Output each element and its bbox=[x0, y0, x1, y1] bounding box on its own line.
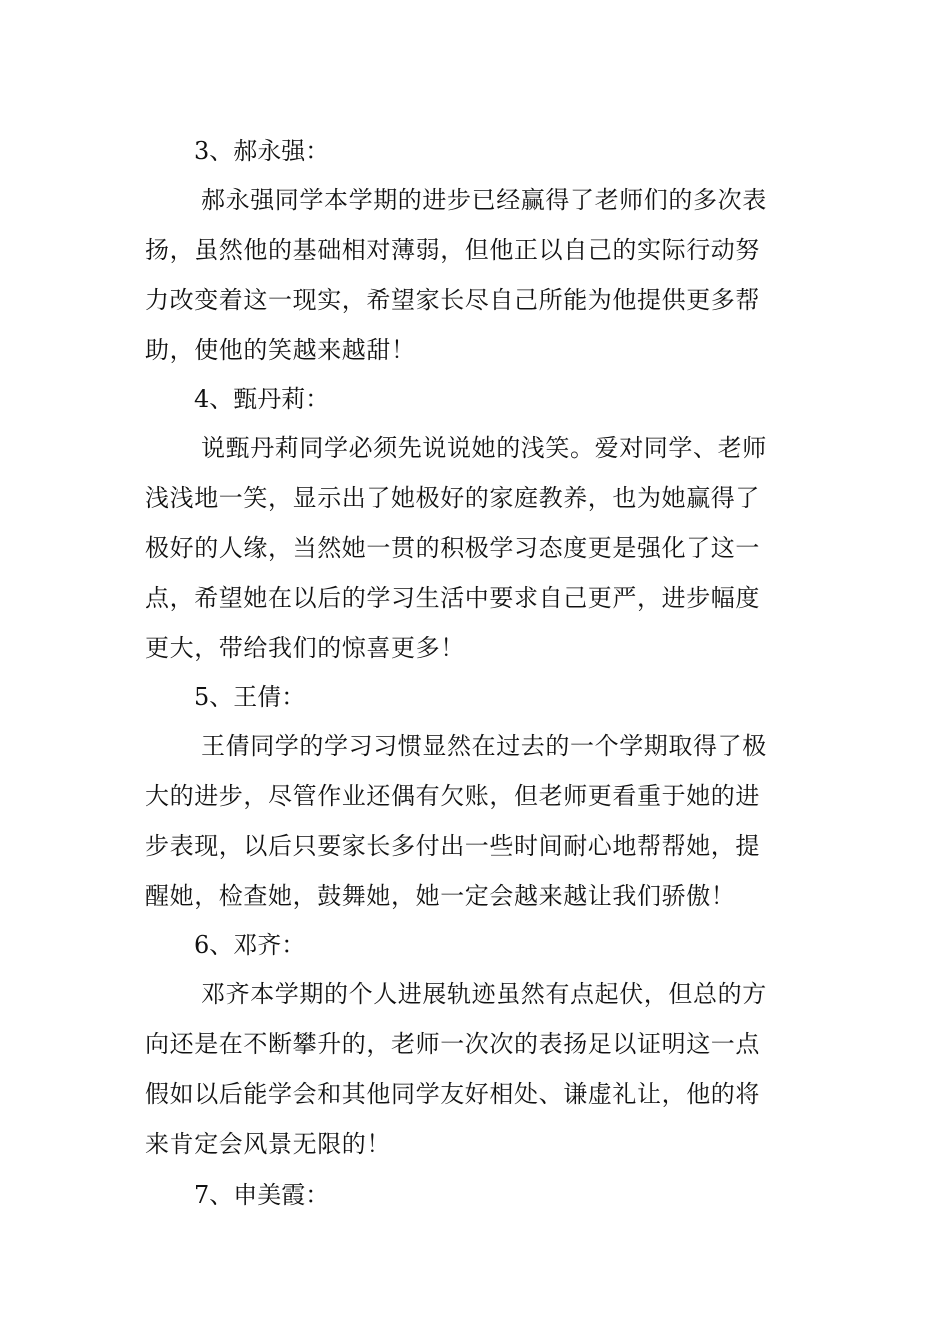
paragraph-line: 浅浅地一笑，显示出了她极好的家庭教养，也为她赢得了 bbox=[145, 484, 760, 512]
paragraph-line: 来肯定会风景无限的！ bbox=[145, 1130, 391, 1158]
paragraph-line: 力改变着这一现实，希望家长尽自己所能为他提供更多帮 bbox=[145, 286, 760, 314]
paragraph-line: 王倩同学的学习习惯显然在过去的一个学期取得了极 bbox=[201, 732, 767, 760]
paragraph-line: 助，使他的笑越来越甜！ bbox=[145, 336, 416, 364]
section-heading: 3、郝永强： bbox=[194, 137, 330, 165]
paragraph-line: 郝永强同学本学期的进步已经赢得了老师们的多次表 bbox=[201, 186, 767, 214]
paragraph-line: 说甄丹莉同学必须先说说她的浅笑。爱对同学、老师 bbox=[201, 434, 767, 462]
section-heading: 5、王倩： bbox=[194, 683, 306, 711]
paragraph-line: 大的进步，尽管作业还偶有欠账，但老师更看重于她的进 bbox=[145, 782, 760, 810]
paragraph-line: 极好的人缘，当然她一贯的积极学习态度更是强化了这一 bbox=[145, 534, 760, 562]
paragraph-line: 邓齐本学期的个人进展轨迹虽然有点起伏，但总的方 bbox=[201, 980, 767, 1008]
paragraph-line: 扬，虽然他的基础相对薄弱，但他正以自己的实际行动努 bbox=[145, 236, 760, 264]
paragraph-line: 更大，带给我们的惊喜更多！ bbox=[145, 634, 465, 662]
paragraph-line: 假如以后能学会和其他同学友好相处、谦虚礼让，他的将 bbox=[145, 1080, 760, 1108]
paragraph-line: 点，希望她在以后的学习生活中要求自己更严，进步幅度 bbox=[145, 584, 760, 612]
section-heading: 7、申美霞： bbox=[194, 1181, 330, 1209]
paragraph-line: 向还是在不断攀升的，老师一次次的表扬足以证明这一点 bbox=[145, 1030, 760, 1058]
section-heading: 6、邓齐： bbox=[194, 931, 306, 959]
paragraph-line: 步表现，以后只要家长多付出一些时间耐心地帮帮她，提 bbox=[145, 832, 760, 860]
paragraph-line: 醒她，检查她，鼓舞她，她一定会越来越让我们骄傲！ bbox=[145, 882, 736, 910]
section-heading: 4、甄丹莉： bbox=[194, 385, 330, 413]
